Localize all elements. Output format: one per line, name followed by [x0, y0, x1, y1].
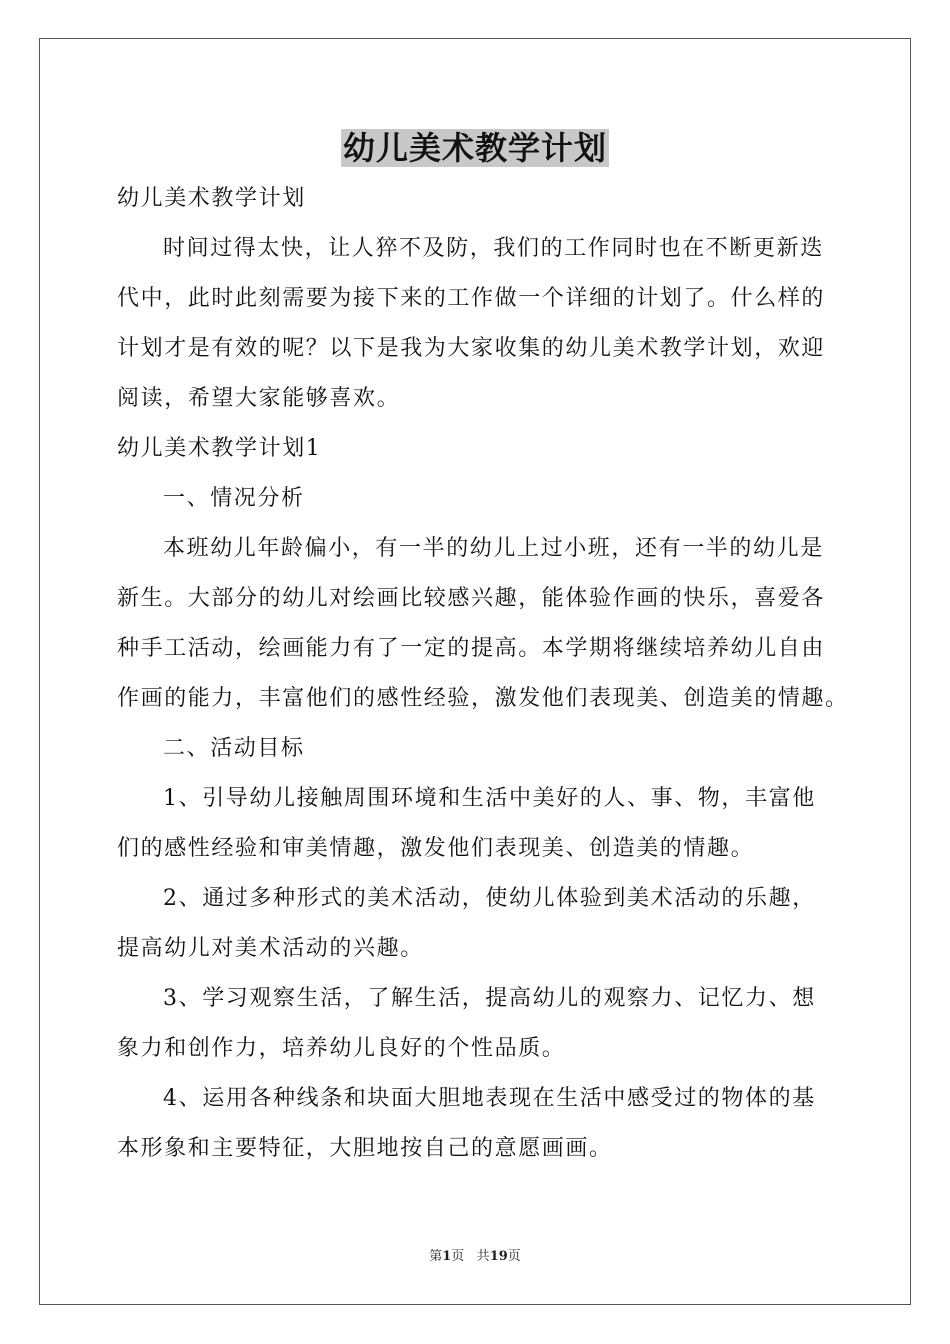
paragraph-line: 本班幼儿年龄偏小，有一半的幼儿上过小班，还有一半的幼儿是: [163, 536, 824, 561]
page-prefix: 第: [429, 1249, 443, 1264]
subsection-heading: 一、情况分析: [163, 486, 305, 511]
document-title: [0, 126, 950, 170]
list-item-line: 4、运用各种线条和块面大胆地表现在生活中感受过的物体的基: [163, 1086, 816, 1111]
paragraph-line: 新生。大部分的幼儿对绘画比较感兴趣，能体验作画的快乐，喜爱各: [117, 586, 826, 611]
total-suffix: 页: [507, 1249, 521, 1264]
page-suffix: 页: [451, 1249, 465, 1264]
list-item-line: 2、通过多种形式的美术活动，使幼儿体验到美术活动的乐趣，: [163, 886, 816, 911]
section-heading: 幼儿美术教学计划1: [117, 436, 322, 461]
current-page: 1: [442, 1249, 452, 1264]
list-item-line: 3、学习观察生活，了解生活，提高幼儿的观察力、记忆力、想: [163, 986, 816, 1011]
subtitle-line: 幼儿美术教学计划: [117, 186, 306, 211]
total-pages: 19: [489, 1249, 508, 1264]
page-total: [477, 1249, 521, 1264]
paragraph-line: 代中，此时此刻需要为接下来的工作做一个详细的计划了。什么样的: [117, 286, 826, 311]
list-item-line: 1、引导幼儿接触周围环境和生活中美好的人、事、物，丰富他: [163, 786, 816, 811]
paragraph-line: 种手工活动，绘画能力有了一定的提高。本学期将继续培养幼儿自由: [117, 636, 826, 661]
list-item-line: 们的感性经验和审美情趣，激发他们表现美、创造美的情趣。: [117, 836, 755, 861]
paragraph-line: 阅读，希望大家能够喜欢。: [117, 386, 401, 411]
list-item-line: 本形象和主要特征，大胆地按自己的意愿画画。: [117, 1136, 613, 1161]
document-title-text: 幼儿美术教学计划: [342, 129, 607, 167]
page-footer: [0, 1248, 950, 1266]
paragraph-line: 时间过得太快，让人猝不及防，我们的工作同时也在不断更新迭: [163, 236, 824, 261]
page-number: [429, 1249, 464, 1264]
paragraph-line: 作画的能力，丰富他们的感性经验，激发他们表现美、创造美的情趣。: [117, 686, 849, 711]
total-prefix: 共: [476, 1249, 490, 1264]
list-item-line: 提高幼儿对美术活动的兴趣。: [117, 936, 424, 961]
page-border: [39, 38, 911, 1305]
list-item-line: 象力和创作力，培养幼儿良好的个性品质。: [117, 1036, 566, 1061]
subsection-heading: 二、活动目标: [163, 736, 305, 761]
paragraph-line: 计划才是有效的呢？以下是我为大家收集的幼儿美术教学计划，欢迎: [117, 336, 826, 361]
